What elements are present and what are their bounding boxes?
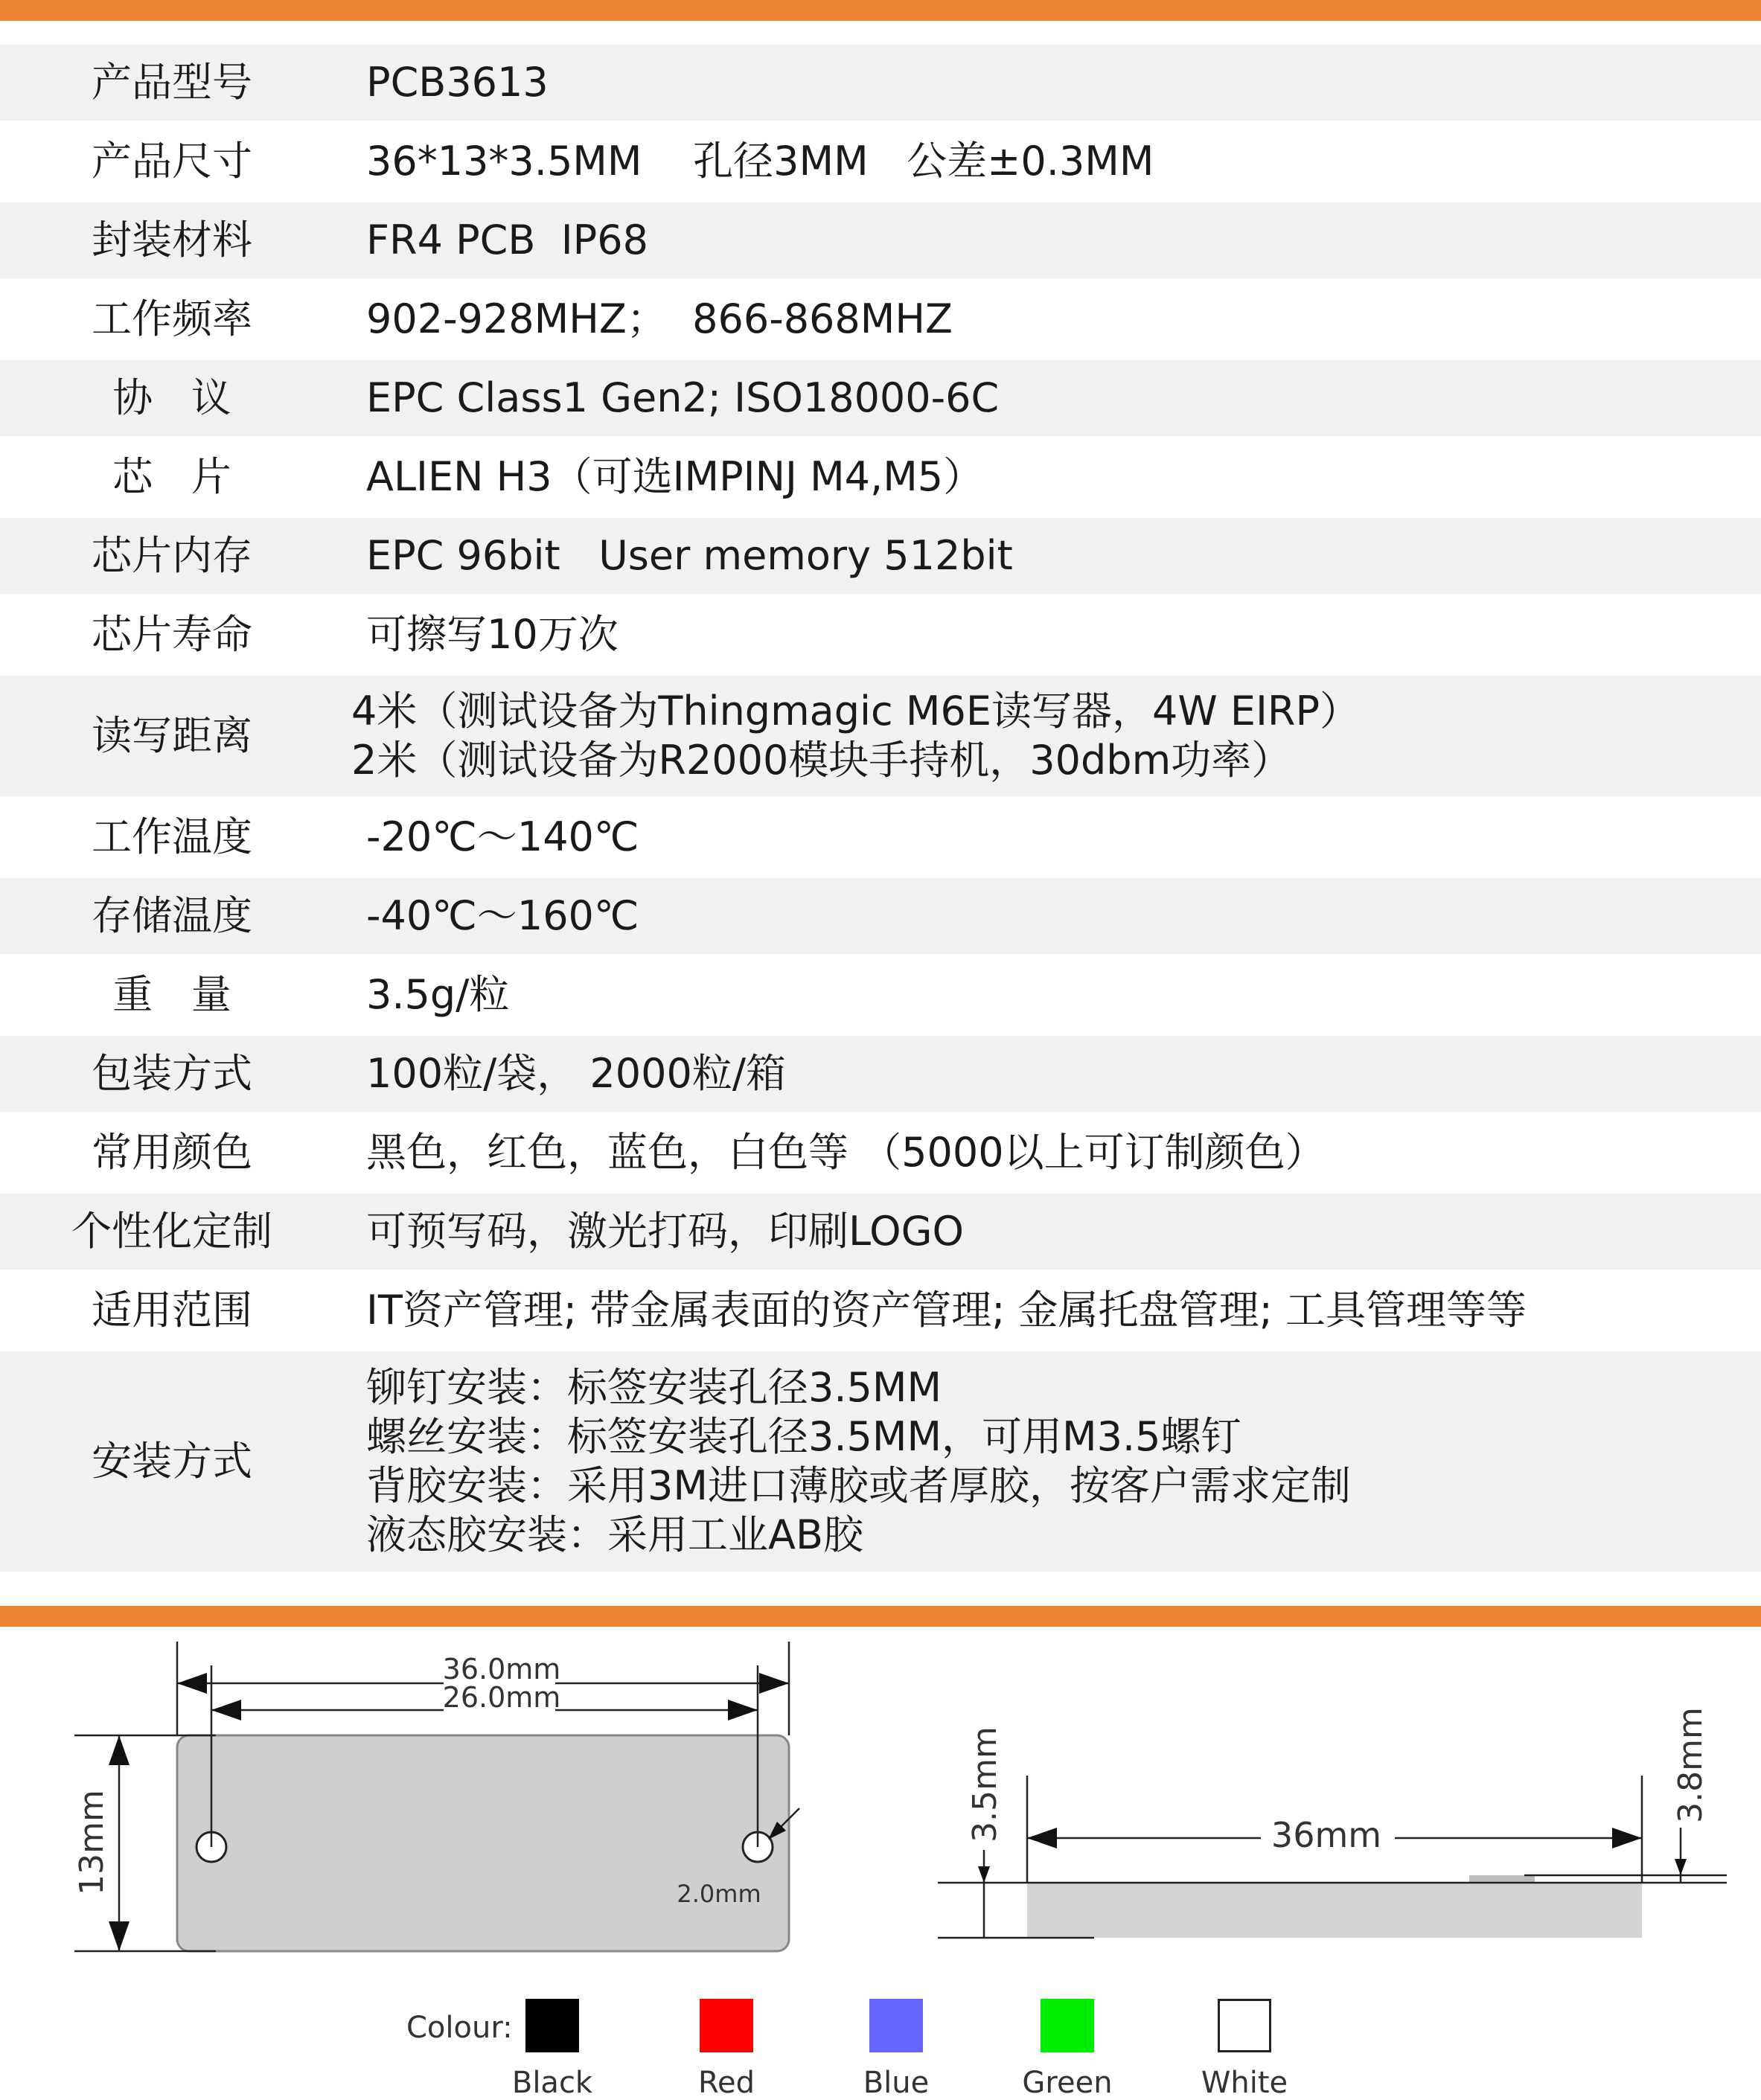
spec-value-line: FR4 PCB IP68 — [366, 217, 648, 264]
spec-value — [344, 891, 639, 941]
spec-row — [0, 45, 1761, 124]
colour-swatch-blue — [869, 1999, 923, 2052]
spec-row — [0, 1115, 1761, 1194]
arrow-thickness — [978, 1866, 990, 1883]
arrow-overall-right — [759, 1673, 789, 1694]
spec-label: 个性化定制 — [71, 1208, 272, 1255]
spec-table — [0, 45, 1761, 1575]
side-total-thickness-label: 3.8mm — [1672, 1707, 1710, 1823]
top-accent-bar — [0, 0, 1761, 21]
colour-name: Red — [698, 2066, 755, 2100]
colour-name: Green — [1022, 2066, 1113, 2100]
spec-value-line: 100粒/袋， 2000粒/箱 — [366, 1050, 787, 1098]
spec-row — [0, 360, 1761, 439]
spec-value — [344, 295, 953, 344]
spec-label: 芯片寿命 — [92, 611, 252, 659]
spec-value — [344, 531, 1013, 580]
spec-label: 封装材料 — [92, 217, 252, 264]
spec-label: 芯片内存 — [92, 532, 252, 580]
hole-diameter-label: 2.0mm — [677, 1880, 761, 1908]
spec-value-line: IT资产管理; 带金属表面的资产管理; 金属托盘管理; 工具管理等等 — [366, 1287, 1527, 1334]
spec-label: 读写距离 — [92, 712, 252, 760]
colour-swatch-red — [700, 1999, 753, 2052]
spec-value-line: EPC 96bit User memory 512bit — [366, 532, 1013, 580]
arrow-height-bottom — [109, 1921, 130, 1951]
colour-legend — [0, 1979, 1761, 2100]
spec-value-line: -20℃～140℃ — [366, 813, 639, 861]
spec-label: 工作温度 — [92, 813, 252, 861]
spec-value-line: 902-928MHZ； 866-868MHZ — [366, 295, 953, 343]
spec-value-line: 2米（测试设备为R2000模块手持机，30dbm功率） — [351, 737, 1292, 784]
tag-body-side — [1027, 1883, 1642, 1938]
spec-row — [0, 878, 1761, 957]
colour-name: Black — [511, 2066, 593, 2100]
spec-value-line: 36*13*3.5MM 孔径3MM 公差±0.3MM — [366, 138, 1154, 185]
top-view — [73, 1642, 799, 1951]
spec-row — [0, 597, 1761, 676]
spec-row — [0, 1351, 1761, 1575]
spec-label: 产品尺寸 — [92, 138, 252, 185]
colour-swatch-green — [1041, 1999, 1094, 2052]
spec-value-line: 液态胶安装：采用工业AB胶 — [366, 1511, 863, 1558]
spec-value — [344, 813, 639, 862]
spec-value-line: PCB3613 — [366, 59, 549, 106]
spec-value — [344, 1207, 964, 1256]
spec-value — [344, 970, 509, 1019]
spec-value — [344, 1363, 1351, 1560]
spec-label: 产品型号 — [92, 59, 252, 106]
spec-row — [0, 202, 1761, 281]
spec-row — [0, 1036, 1761, 1115]
section-divider-bar — [0, 1606, 1761, 1627]
colour-title: Colour: — [406, 2011, 513, 2045]
arrow-spacing-right — [728, 1700, 758, 1720]
overall-length-label: 36.0mm — [442, 1653, 561, 1686]
colour-name: Blue — [863, 2066, 930, 2100]
spec-row — [0, 1194, 1761, 1273]
side-thickness-label: 3.5mm — [966, 1726, 1004, 1843]
spec-value — [344, 610, 619, 659]
spec-row — [0, 281, 1761, 360]
spec-value-line: EPC Class1 Gen2; ISO18000-6C — [366, 374, 1000, 422]
height-label: 13mm — [73, 1790, 111, 1895]
spec-value — [344, 1128, 1326, 1177]
spec-row — [0, 124, 1761, 202]
arrow-spacing-left — [211, 1700, 241, 1720]
colour-swatch-white — [1218, 1999, 1271, 2052]
side-view — [938, 1707, 1727, 1938]
spec-label: 包装方式 — [92, 1050, 252, 1098]
spec-value-line: 螺丝安装：标签安装孔径3.5MM，可用M3.5螺钉 — [366, 1413, 1241, 1461]
spec-label: 安装方式 — [92, 1438, 252, 1485]
side-length-label: 36mm — [1271, 1815, 1382, 1855]
spec-label: 重 量 — [112, 971, 231, 1019]
spec-value — [344, 452, 983, 502]
spec-value-line: 可预写码，激光打码，印刷LOGO — [366, 1208, 965, 1255]
spec-row — [0, 676, 1761, 799]
chip-bump — [1469, 1875, 1535, 1883]
spec-value — [344, 1049, 786, 1098]
arrow-overall-left — [177, 1673, 207, 1694]
spec-value-line: 3.5g/粒 — [366, 971, 510, 1019]
spec-value-line: 黑色，红色，蓝色，白色等 （5000以上可订制颜色） — [366, 1129, 1326, 1177]
spec-label: 适用范围 — [92, 1287, 252, 1334]
spec-value-line: 背胶安装：采用3M进口薄胶或者厚胶，按客户需求定制 — [366, 1462, 1351, 1509]
spec-value — [344, 58, 549, 107]
hole-spacing-label: 26.0mm — [442, 1681, 561, 1714]
spec-label: 工作频率 — [92, 295, 252, 343]
spec-value-line: 4米（测试设备为Thingmagic M6E读写器，4W EIRP） — [351, 688, 1361, 735]
tag-body-top — [177, 1735, 789, 1951]
spec-value — [344, 687, 1360, 785]
spec-value-line: 可擦写10万次 — [366, 611, 619, 659]
colour-name: White — [1201, 2066, 1288, 2100]
spec-row — [0, 799, 1761, 878]
arrow-length-right — [1612, 1828, 1642, 1848]
spec-value — [344, 137, 1154, 186]
colour-swatch-black — [525, 1999, 579, 2052]
spec-row — [0, 439, 1761, 518]
spec-value — [344, 374, 999, 423]
spec-label: 芯 片 — [112, 453, 231, 501]
spec-label: 存储温度 — [92, 892, 252, 940]
spec-value-line: -40℃～160℃ — [366, 892, 639, 940]
spec-row — [0, 1273, 1761, 1351]
arrow-height-top — [109, 1735, 130, 1765]
spec-value-line: ALIEN H3（可选IMPINJ M4,M5） — [366, 453, 984, 501]
spec-value — [344, 216, 648, 265]
dimension-drawing — [0, 1627, 1761, 1979]
spec-value — [344, 1286, 1527, 1335]
spec-row — [0, 957, 1761, 1036]
spec-value-line: 铆钉安装：标签安装孔径3.5MM — [366, 1364, 942, 1412]
spec-row — [0, 518, 1761, 597]
spec-label: 协 议 — [112, 374, 231, 422]
arrow-total-thickness — [1675, 1859, 1687, 1875]
spec-label: 常用颜色 — [92, 1129, 252, 1177]
arrow-length-left — [1027, 1828, 1057, 1848]
